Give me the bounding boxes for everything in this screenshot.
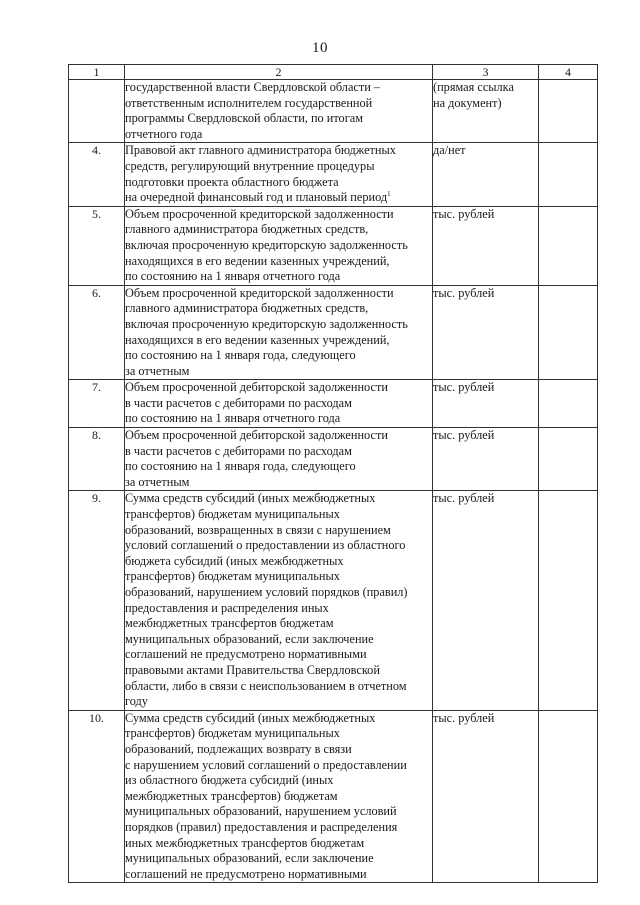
row-description bbox=[125, 380, 433, 428]
row-unit: тыс. рублей bbox=[433, 380, 539, 428]
row-description bbox=[125, 206, 433, 285]
table-row bbox=[69, 80, 598, 143]
row-unit: тыс. рублей bbox=[433, 428, 539, 491]
row-unit: тыс. рублей bbox=[433, 206, 539, 285]
row-description-text: государственной власти Свердловской области – ответственным исполнителем государственной программы Свердловской области, по итогам отчетного года bbox=[125, 80, 381, 141]
row-value bbox=[539, 80, 598, 143]
row-description bbox=[125, 710, 433, 883]
row-number: 9. bbox=[69, 491, 125, 710]
row-description-text: Объем просроченной дебиторской задолженности в части расчетов с дебиторами по расходам по состоянию на 1 января года, следующего за отчетным bbox=[125, 428, 388, 489]
row-unit: тыс. рублей bbox=[433, 285, 539, 380]
row-number: 8. bbox=[69, 428, 125, 491]
row-description bbox=[125, 80, 433, 143]
row-unit: тыс. рублей bbox=[433, 491, 539, 710]
row-number bbox=[69, 80, 125, 143]
row-description-text: Правовой акт главного администратора бюджетных средств, регулирующий внутренние процедуры подготовки проекта областного бюджета на очередной финансовый год и плановый период bbox=[125, 143, 396, 205]
header-col-2: 2 bbox=[125, 65, 433, 80]
header-col-4: 4 bbox=[539, 65, 598, 80]
row-number: 7. bbox=[69, 380, 125, 428]
row-value bbox=[539, 285, 598, 380]
row-value bbox=[539, 491, 598, 710]
row-description-text: Сумма средств субсидий (иных межбюджетных трансфертов) бюджетам муниципальных образований, возвращенных в связи с нарушением условий соглашений о предоставлении из областного бюджета субсидий (иных межбюджетных трансфертов) бюджетам муниципальных образований, нарушением условий порядков (правил) предоставления и распределения иных межбюджетных трансфертов бюджетам муниципальных образований, если заключение соглашений не предусмотрено нормативными правовыми актами Правительства Свердловской области, либо в связи с неиспользованием в отчетном году bbox=[125, 491, 408, 709]
row-number: 5. bbox=[69, 206, 125, 285]
row-unit: (прямая ссылка на документ) bbox=[433, 80, 539, 143]
table-row bbox=[69, 206, 598, 285]
row-value bbox=[539, 206, 598, 285]
row-value bbox=[539, 428, 598, 491]
footnote-marker: 1 bbox=[387, 190, 391, 199]
table-row bbox=[69, 285, 598, 380]
table-row bbox=[69, 710, 598, 883]
table-row bbox=[69, 380, 598, 428]
header-col-1: 1 bbox=[69, 65, 125, 80]
row-unit: тыс. рублей bbox=[433, 710, 539, 883]
row-description-text: Сумма средств субсидий (иных межбюджетных трансфертов) бюджетам муниципальных образований, подлежащих возврату в связи с нарушением условий соглашений о предоставлении из областного бюджета субсидий (иных межбюджетных трансфертов) бюджетам муниципальных образований, нарушением условий порядков (правил) предоставления и распределения иных межбюджетных трансфертов бюджетам муниципальных образований, если заключение соглашений не предусмотрено нормативными bbox=[125, 710, 407, 881]
row-description bbox=[125, 428, 433, 491]
table-row bbox=[69, 143, 598, 206]
row-description-text: Объем просроченной дебиторской задолженности в части расчетов с дебиторами по расходам по состоянию на 1 января отчетного года bbox=[125, 380, 388, 426]
page-number: 10 bbox=[312, 40, 328, 56]
row-description-text: Объем просроченной кредиторской задолженности главного администратора бюджетных средств, включая просроченную кредиторскую задолженность находящихся в его ведении казенных учреждений, по состоянию на 1 января отчетного года bbox=[125, 206, 408, 284]
table-header bbox=[69, 65, 598, 80]
row-unit: да/нет bbox=[433, 143, 539, 206]
row-number: 4. bbox=[69, 143, 125, 206]
indicators-table bbox=[68, 64, 598, 883]
row-number: 10. bbox=[69, 710, 125, 883]
table-body bbox=[69, 80, 598, 883]
row-value bbox=[539, 710, 598, 883]
table-row bbox=[69, 491, 598, 710]
row-value bbox=[539, 380, 598, 428]
row-description bbox=[125, 491, 433, 710]
row-description bbox=[125, 143, 433, 206]
header-col-3: 3 bbox=[433, 65, 539, 80]
row-number: 6. bbox=[69, 285, 125, 380]
row-value bbox=[539, 143, 598, 206]
table-row bbox=[69, 428, 598, 491]
row-description-text: Объем просроченной кредиторской задолженности главного администратора бюджетных средств, включая просроченную кредиторскую задолженность находящихся в его ведении казенных учреждений, по состоянию на 1 января года, следующего за отчетным bbox=[125, 285, 408, 378]
row-description bbox=[125, 285, 433, 380]
